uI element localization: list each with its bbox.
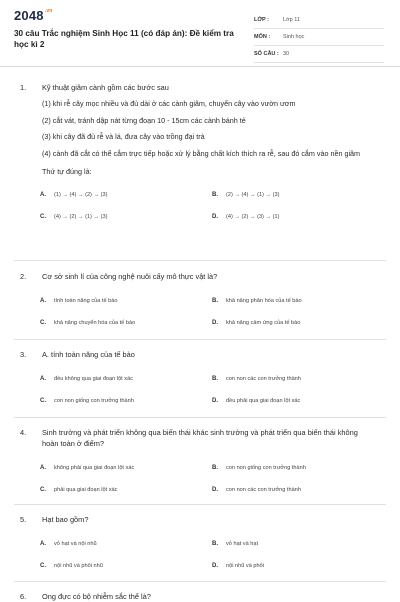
option-text: con non các con trưởng thành	[226, 487, 301, 493]
option-letter: B.	[212, 298, 218, 304]
answer-options	[40, 290, 400, 334]
meta-key: LỚP :	[254, 17, 269, 23]
option-a[interactable]	[40, 376, 212, 382]
option-d[interactable]	[212, 398, 384, 404]
option-letter: D.	[212, 398, 218, 404]
question-text: A. tính toàn năng của tế bào	[42, 350, 135, 359]
option-text: nội nhũ và phôi	[226, 563, 264, 569]
option-text: khả năng chuyển hóa của tế bào	[54, 320, 136, 326]
answer-options	[40, 457, 400, 501]
option-letter: A.	[40, 465, 46, 471]
question-prompt: Thứ tự đúng là:	[42, 167, 92, 176]
option-c[interactable]	[40, 563, 212, 569]
option-text: (4) → (2) → (1) → (3)	[54, 214, 108, 220]
meta-value: Lớp 11	[283, 17, 300, 23]
logo-suffix: .vn	[44, 8, 53, 14]
meta-value: 30	[283, 51, 290, 57]
option-b[interactable]	[212, 192, 384, 198]
answer-options	[40, 533, 400, 577]
option-letter: C.	[40, 214, 46, 220]
option-b[interactable]	[212, 541, 384, 547]
option-letter: A.	[40, 192, 46, 198]
header	[0, 0, 400, 67]
answer-options	[40, 184, 400, 228]
option-letter: B.	[212, 541, 218, 547]
option-a[interactable]	[40, 298, 212, 304]
logo-text: 2048	[14, 8, 44, 23]
option-text: đều phải qua giai đoạn lột xác	[226, 398, 301, 404]
question-text: Sinh trưởng và phát triển không qua biến thái khác sinh trưởng và phát triển qua biến thái không hoàn toàn ở điểm?	[42, 428, 358, 448]
option-text: vỏ hạt và nội nhũ	[54, 541, 97, 547]
option-letter: A.	[40, 298, 46, 304]
option-b[interactable]	[212, 465, 384, 471]
option-text: vỏ hạt và hạt	[226, 541, 259, 547]
meta-info	[254, 12, 384, 63]
option-letter: C.	[40, 320, 46, 326]
question-number: 2.	[20, 272, 27, 281]
question-number: 3.	[20, 350, 27, 359]
option-text: (1) → (4) → (2) → (3)	[54, 192, 108, 198]
question-number: 1.	[20, 83, 27, 92]
option-letter: C.	[40, 563, 46, 569]
question-number: 4.	[20, 428, 27, 437]
option-letter: D.	[212, 320, 218, 326]
option-letter: A.	[40, 541, 46, 547]
meta-row-count	[254, 46, 384, 63]
option-d[interactable]	[212, 320, 384, 326]
option-text: con non giống con trưởng thành	[54, 398, 134, 404]
meta-row-subject	[254, 29, 384, 46]
option-text: (2) → (4) → (1) → (3)	[226, 192, 280, 198]
site-logo[interactable]	[14, 8, 53, 23]
option-text: nội nhũ và phôi nhũ	[54, 563, 103, 569]
meta-value: Sinh học	[283, 34, 305, 40]
question-number: 6.	[20, 592, 27, 601]
option-a[interactable]	[40, 541, 212, 547]
question-6	[0, 591, 400, 602]
statement: (2) cắt vát, tránh dập nát từng đoạn 10 - 15cm các cành bánh tẻ	[42, 115, 246, 125]
option-letter: D.	[212, 214, 218, 220]
option-letter: B.	[212, 376, 218, 382]
divider	[14, 581, 386, 582]
meta-key: MÔN :	[254, 34, 271, 40]
option-d[interactable]	[212, 214, 384, 220]
answer-options	[40, 368, 400, 412]
divider	[14, 260, 386, 261]
option-letter: C.	[40, 398, 46, 404]
option-c[interactable]	[40, 320, 212, 326]
statement: (4) cành đã cắt có thể cắm trực tiếp hoặc xử lý bằng chất kích thích ra rễ, sau đó cắm vào nền giâm	[42, 148, 361, 158]
option-letter: D.	[212, 487, 218, 493]
option-text: (4) → (2) → (3) → (1)	[226, 214, 280, 220]
option-text: tính toàn năng của tế bào	[54, 298, 118, 304]
question-2	[0, 271, 400, 334]
option-text: con non giống con trưởng thành	[226, 465, 306, 471]
question-text: Kỹ thuật giâm cành gồm các bước sau	[42, 83, 169, 92]
meta-row-grade	[254, 12, 384, 29]
divider	[14, 417, 386, 418]
question-number: 5.	[20, 515, 27, 524]
option-d[interactable]	[212, 487, 384, 493]
option-d[interactable]	[212, 563, 384, 569]
option-c[interactable]	[40, 398, 212, 404]
question-text: Cơ sở sinh lí của công nghệ nuôi cấy mô thực vật là?	[42, 272, 218, 281]
option-letter: D.	[212, 563, 218, 569]
divider	[14, 504, 386, 505]
option-letter: C.	[40, 487, 46, 493]
option-text: khả năng phân hóa của tế bào	[226, 298, 302, 304]
question-5	[0, 514, 400, 577]
option-text: đều không qua giai đoạn lột xác	[54, 376, 133, 382]
option-letter: B.	[212, 192, 218, 198]
page-title: 30 câu Trắc nghiệm Sinh Học 11 (có đáp án): Đề kiểm tra học kì 2	[14, 29, 234, 49]
option-c[interactable]	[40, 487, 212, 493]
statement: (3) khi cây đã đủ rễ và lá, đưa cây vào trồng đại trà	[42, 132, 205, 141]
meta-key: SỐ CÂU :	[254, 51, 279, 57]
option-a[interactable]	[40, 192, 212, 198]
option-text: con non các con trưởng thành	[226, 376, 301, 382]
option-letter: B.	[212, 465, 218, 471]
statement: (1) khi rễ cây mọc nhiều và đủ dài ở các cành giâm, chuyển cây vào vườn ươm	[42, 99, 296, 108]
option-b[interactable]	[212, 298, 384, 304]
option-a[interactable]	[40, 465, 212, 471]
question-text: Ong đực có bộ nhiễm sắc thể là?	[42, 592, 151, 601]
question-text: Hạt bao gồm?	[42, 515, 89, 524]
question-4	[0, 427, 400, 501]
option-text: không phải qua giai đoạn lột xác	[54, 465, 135, 471]
question-3	[0, 349, 400, 412]
question-1	[0, 82, 400, 228]
option-b[interactable]	[212, 376, 384, 382]
option-text: khả năng cảm ứng của tế bào	[226, 320, 301, 326]
option-letter: A.	[40, 376, 46, 382]
divider	[14, 339, 386, 340]
option-c[interactable]	[40, 214, 212, 220]
option-text: phải qua giai đoạn lột xác	[54, 487, 118, 493]
